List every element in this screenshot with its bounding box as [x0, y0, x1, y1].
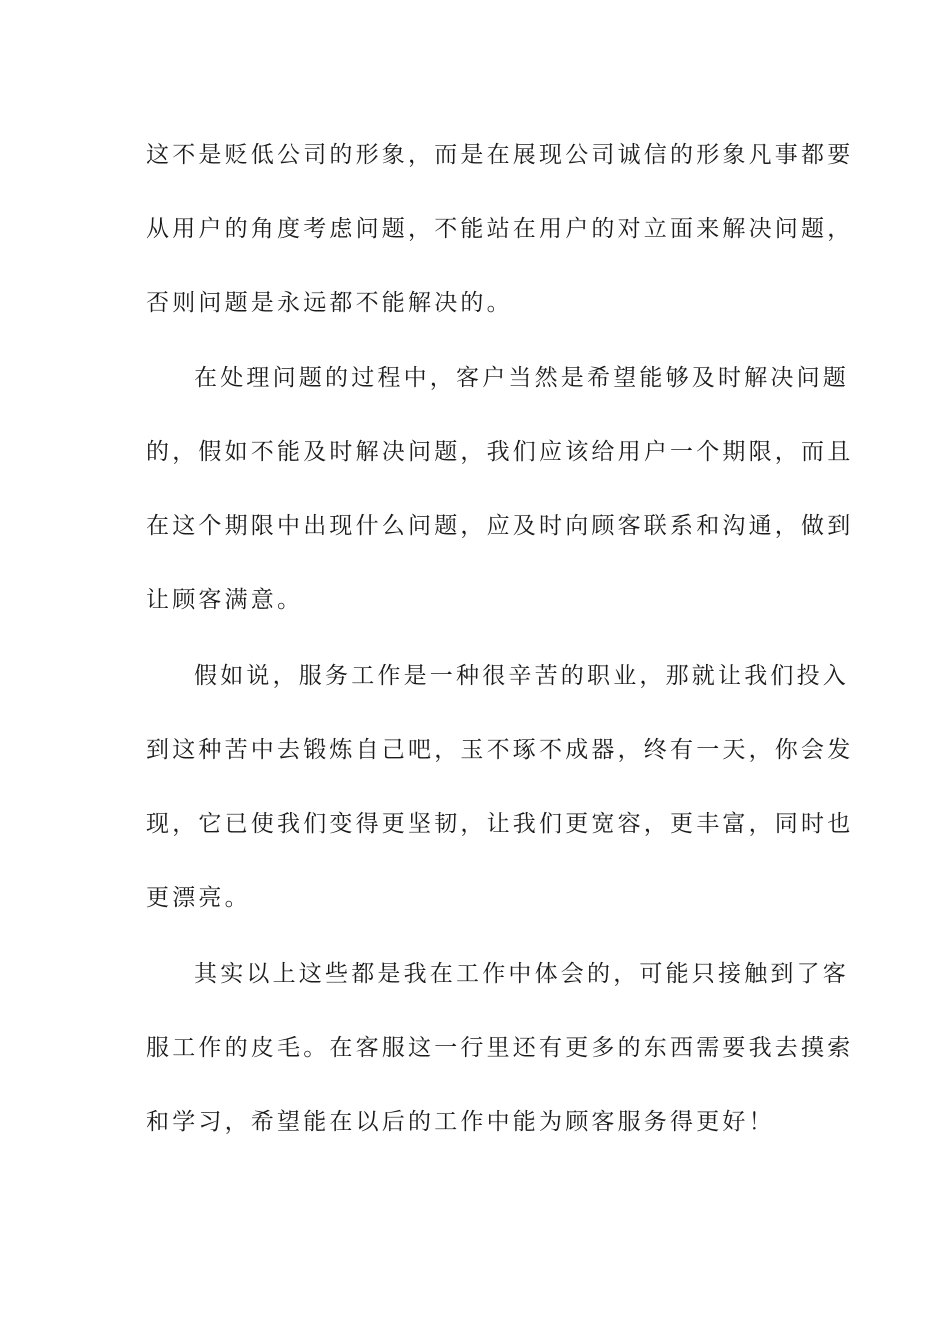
paragraph-3	[146, 639, 854, 935]
paragraph-line: 这不是贬低公司的形象，而是在展现公司诚信的形象凡事都要	[146, 142, 854, 168]
paragraph-4	[146, 937, 854, 1159]
paragraph-line: 让顾客满意。	[146, 587, 304, 613]
paragraph-line: 和学习，希望能在以后的工作中能为顾客服务得更好！	[146, 1109, 775, 1135]
paragraph-line: 从用户的角度考虑问题，不能站在用户的对立面来解决问题，	[146, 216, 854, 242]
paragraph-line: 的，假如不能及时解决问题，我们应该给用户一个期限，而且	[146, 439, 854, 465]
paragraph-line: 否则问题是永远都不能解决的。	[146, 290, 513, 316]
paragraph-line: 在处理问题的过程中，客户当然是希望能够及时解决问题	[194, 365, 849, 391]
paragraph-line: 到这种苦中去锻炼自己吧，玉不琢不成器，终有一天，你会发	[146, 737, 854, 763]
paragraph-line: 更漂亮。	[146, 885, 251, 911]
paragraph-1	[146, 118, 854, 340]
paragraph-line: 在这个期限中出现什么问题，应及时向顾客联系和沟通，做到	[146, 513, 854, 539]
paragraph-line: 服工作的皮毛。在客服这一行里还有更多的东西需要我去摸索	[146, 1035, 854, 1061]
paragraph-line: 其实以上这些都是我在工作中体会的，可能只接触到了客	[194, 961, 849, 987]
paragraph-line: 假如说，服务工作是一种很辛苦的职业，那就让我们投入	[194, 663, 849, 689]
paragraph-line: 现，它已使我们变得更坚韧，让我们更宽容，更丰富，同时也	[146, 811, 854, 837]
paragraph-2	[146, 341, 854, 637]
